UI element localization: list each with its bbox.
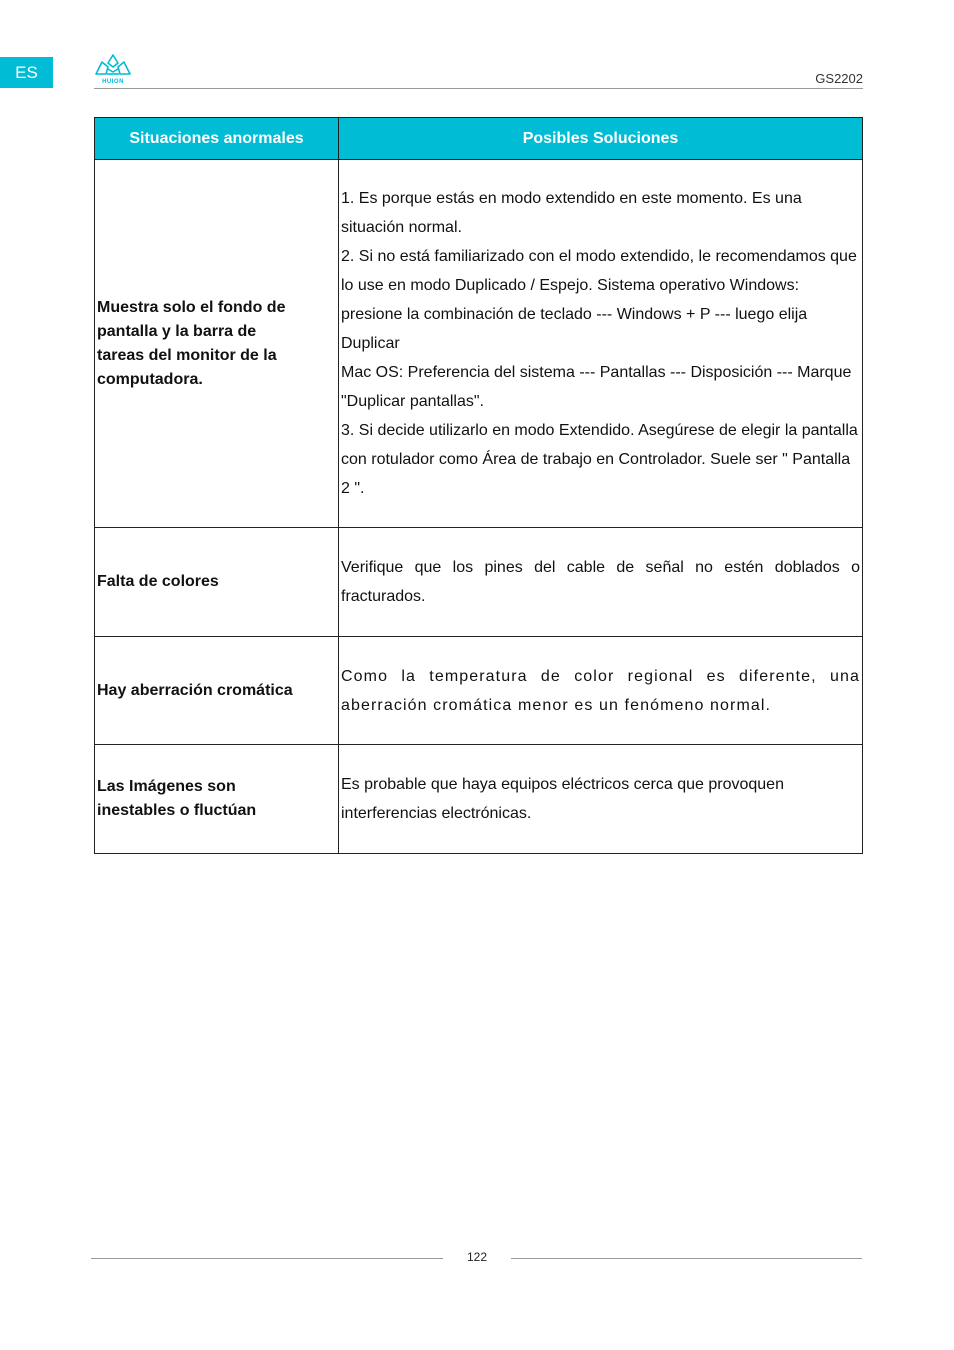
solution-text: Como la temperatura de color regional es diferente, una aberración cromática menor es un fenómeno normal. xyxy=(341,667,860,714)
solution-cell xyxy=(339,637,863,745)
table-row xyxy=(95,528,863,637)
solution-text: Verifique que los pines del cable de señal no estén doblados o fracturados. xyxy=(341,559,860,605)
situation-cell xyxy=(95,160,339,528)
footer-divider-right xyxy=(511,1258,862,1259)
header-divider xyxy=(94,88,863,89)
header-solutions: Posibles Soluciones xyxy=(339,118,863,160)
solution-cell xyxy=(339,160,863,528)
situation-text: Las Imágenes son inestables o fluctúan xyxy=(97,778,257,819)
table-row xyxy=(95,637,863,745)
solution-text: Es probable que haya equipos eléctricos cerca que provoquen interferencias electrónicas. xyxy=(341,776,784,822)
situation-cell xyxy=(95,637,339,745)
troubleshooting-table xyxy=(94,117,863,854)
page-number: 122 xyxy=(466,1250,488,1264)
solution-cell xyxy=(339,528,863,637)
header-situations: Situaciones anormales xyxy=(95,118,339,160)
situation-cell xyxy=(95,528,339,637)
situation-text: Falta de colores xyxy=(97,573,219,590)
language-tab: ES xyxy=(0,57,53,88)
crown-icon xyxy=(94,54,132,78)
situation-text: Muestra solo el fondo de pantalla y la barra de tareas del monitor de la computadora. xyxy=(97,298,286,388)
solution-text xyxy=(339,184,862,503)
model-name: GS2202 xyxy=(815,71,863,86)
solution-line: 3. Si decide utilizarlo en modo Extendido. Asegúrese de elegir la pantalla con rotulador como Área de trabajo en Controlador. Suele ser " Pantalla 2 ". xyxy=(341,422,858,497)
huion-logo xyxy=(94,54,132,86)
solution-line: 1. Es porque estás en modo extendido en este momento. Es una situación normal. xyxy=(341,190,802,236)
footer-divider-left xyxy=(91,1258,443,1259)
solution-line: 2. Si no está familiarizado con el modo extendido, le recomendamos que lo use en modo Duplicado / Espejo. Sistema operativo Windows: presione la combinación de teclado --- Windows + P --- luego elija Duplicar xyxy=(341,248,857,352)
situation-text: Hay aberración cromática xyxy=(97,681,293,699)
table-row xyxy=(95,745,863,854)
solution-cell xyxy=(339,745,863,854)
table-row xyxy=(95,160,863,528)
solution-line: Mac OS: Preferencia del sistema --- Pantallas --- Disposición --- Marque "Duplicar pantallas". xyxy=(341,364,852,410)
table-header-row xyxy=(95,118,863,160)
logo-wordmark: HUION xyxy=(102,79,124,85)
situation-cell xyxy=(95,745,339,854)
